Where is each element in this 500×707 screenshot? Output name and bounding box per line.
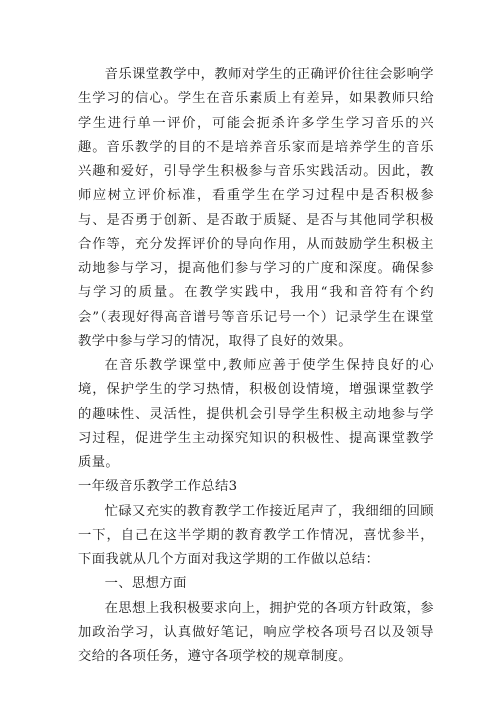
document-body	[78, 63, 434, 669]
subheading-ideology: 一、思想方面	[104, 576, 187, 592]
section-title: 一年级音乐教学工作总结3	[78, 479, 238, 495]
paragraph-ideology: 在思想上我积极要求向上，拥护党的各项方针政策，参加政治学习，认真做好笔记，响应学校各项号召以及领导交给的各项任务，遵守各项学校的规章制度。	[78, 600, 434, 664]
paragraph-review-intro: 忙碌又充实的教育教学工作接近尾声了，我细细的回顾一下，自己在这半学期的教育教学工作情况，喜忧参半，下面我就从几个方面对我这学期的工作做以总结：	[78, 503, 434, 567]
paragraph-classroom-mood: 在音乐教学课堂中,教师应善于使学生保持良好的心境，保护学生的学习热情，积极创设情境，增强课堂教学的趣味性、灵活性，提供机会引导学生积极主动地参与学习过程，促进学生主动探究知识的积极性、提高课堂教学质量。	[78, 358, 434, 470]
paragraph-evaluation: 音乐课堂教学中，教师对学生的正确评价往往会影响学生学习的信心。学生在音乐素质上有差异，如果教师只给学生进行单一评价，可能会扼杀许多学生学习音乐的兴趣。音乐教学的目的不是培养音乐家而是培养学生的音乐兴趣和爱好，引导学生积极参与音乐实践活动。因此，教师应树立评价标准，看重学生在学习过程中是否积极参与、是否勇于创新、是否敢于质疑、是否与其他同学积极合作等，充分发挥评价的导向作用，从而鼓励学生积极主动地参与学习，提高他们参与学习的广度和深度。确保参与学习的质量。在教学实践中，我用“我和音符有个约会”（表现好得高音谱号等音乐记号一个）记录学生在课堂教学中参与学习的情况，取得了良好的效果。	[78, 67, 434, 349]
